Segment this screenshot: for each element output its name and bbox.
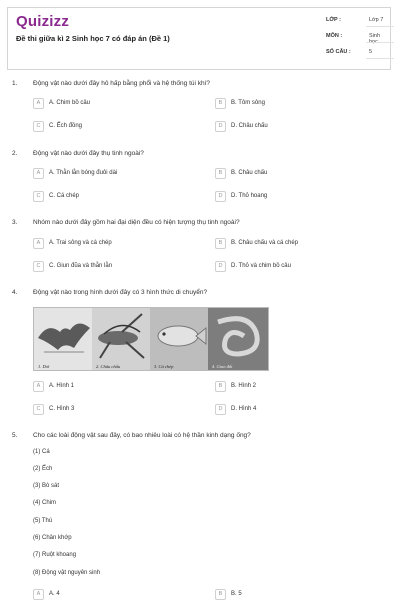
question-number: 4.	[12, 289, 18, 296]
meta-count-label: SỐ CÂU :	[326, 49, 351, 55]
bat-illustration	[34, 308, 92, 370]
list-item: (4) Chim	[33, 500, 57, 506]
meta-grade-label: LỚP :	[326, 17, 341, 23]
question-number: 1.	[12, 80, 18, 87]
question-text: Cho các loài động vật sau đây, có bao nhiêu loài có hệ thần kinh dạng ống?	[33, 432, 251, 439]
grasshopper-illustration	[92, 308, 150, 370]
question-text: Động vật nào trong hình dưới đây có 3 hình thức di chuyển?	[33, 289, 208, 296]
figure-caption: 1. Dơi	[38, 364, 50, 369]
meta-divider	[366, 26, 394, 27]
list-item: (7) Ruột khoang	[33, 552, 77, 558]
quiz-header	[7, 7, 391, 70]
option-text: A. 4	[49, 591, 60, 597]
list-item: (3) Bò sát	[33, 483, 60, 489]
option-letter-box: B	[215, 589, 226, 600]
option-letter-box: D	[215, 191, 226, 202]
figure-panel-carp	[150, 308, 208, 370]
option-letter-box: A	[33, 238, 44, 249]
option-letter-box: B	[215, 238, 226, 249]
option-letter-box: D	[215, 121, 226, 132]
option-letter-box: A	[33, 589, 44, 600]
option-text: D. Thỏ và chim bồ câu	[231, 263, 291, 269]
option-text: B. 5	[231, 591, 242, 597]
option-letter-box: D	[215, 261, 226, 272]
option-letter-box: C	[33, 261, 44, 272]
question-text: Động vật nào dưới đây thụ tinh ngoài?	[33, 150, 144, 157]
page-title: Đề thi giữa kì 2 Sinh học 7 có đáp án (Đề 1)	[16, 34, 170, 43]
option-letter-box: A	[33, 168, 44, 179]
list-item: (8) Động vật nguyên sinh	[33, 570, 101, 576]
quizizz-logo: Quizizz	[16, 13, 70, 30]
option-text: D. Hình 4	[231, 406, 257, 412]
option-letter-box: B	[215, 381, 226, 392]
figure-caption: 4. Giun đất	[212, 364, 233, 369]
option-text: C. Cá chép	[49, 193, 80, 199]
option-text: B. Châu chấu	[231, 170, 268, 176]
list-item: (2) Ếch	[33, 466, 53, 472]
option-letter-box: C	[33, 121, 44, 132]
question-number: 5.	[12, 432, 18, 439]
meta-divider	[366, 58, 394, 59]
option-letter-box: C	[33, 404, 44, 415]
meta-divider	[366, 42, 394, 43]
option-text: C. Giun đũa và thằn lằn	[49, 263, 113, 269]
meta-grade-value: Lớp 7	[369, 17, 384, 23]
option-letter-box: B	[215, 168, 226, 179]
list-item: (1) Cá	[33, 449, 50, 455]
figure-caption: 3. Cá chép	[154, 364, 174, 369]
carp-illustration	[150, 308, 208, 370]
figure-panel-earthworm	[208, 308, 268, 370]
meta-subject-label: MÔN :	[326, 33, 343, 39]
option-text: C. Ếch đồng	[49, 123, 83, 129]
figure-caption: 2. Châu chấu	[96, 364, 121, 369]
option-text: A. Chim bồ câu	[49, 100, 91, 106]
option-letter-box: D	[215, 404, 226, 415]
option-letter-box: A	[33, 381, 44, 392]
list-item: (6) Chân khớp	[33, 535, 72, 541]
option-text: B. Tôm sông	[231, 100, 265, 106]
option-letter-box: B	[215, 98, 226, 109]
animal-figure	[33, 307, 269, 371]
meta-count-value: 5	[369, 49, 373, 55]
option-text: A. Thằn lằn bóng đuôi dài	[49, 170, 118, 176]
option-text: B. Châu chấu và cá chép	[231, 240, 299, 246]
option-text: B. Hình 2	[231, 383, 257, 389]
figure-panel-grasshopper	[92, 308, 150, 370]
question-number: 3.	[12, 219, 18, 226]
option-text: A. Hình 1	[49, 383, 75, 389]
question-number: 2.	[12, 150, 18, 157]
meta-subject-value: Sinh học	[369, 33, 381, 45]
earthworm-illustration	[208, 308, 268, 370]
list-item: (5) Thú	[33, 518, 53, 524]
option-text: D. Châu chấu	[231, 123, 268, 129]
question-text: Nhóm nào dưới đây gồm hai đại diện đều có hiện tượng thụ tinh ngoài?	[33, 219, 240, 226]
figure-panel-bat	[34, 308, 92, 370]
option-letter-box: A	[33, 98, 44, 109]
option-text: D. Thỏ hoang	[231, 193, 268, 199]
option-text: A. Trai sông và cá chép	[49, 240, 112, 246]
option-text: C. Hình 3	[49, 406, 75, 412]
option-letter-box: C	[33, 191, 44, 202]
question-text: Động vật nào dưới đây hô hấp bằng phổi và hệ thống túi khí?	[33, 80, 211, 87]
